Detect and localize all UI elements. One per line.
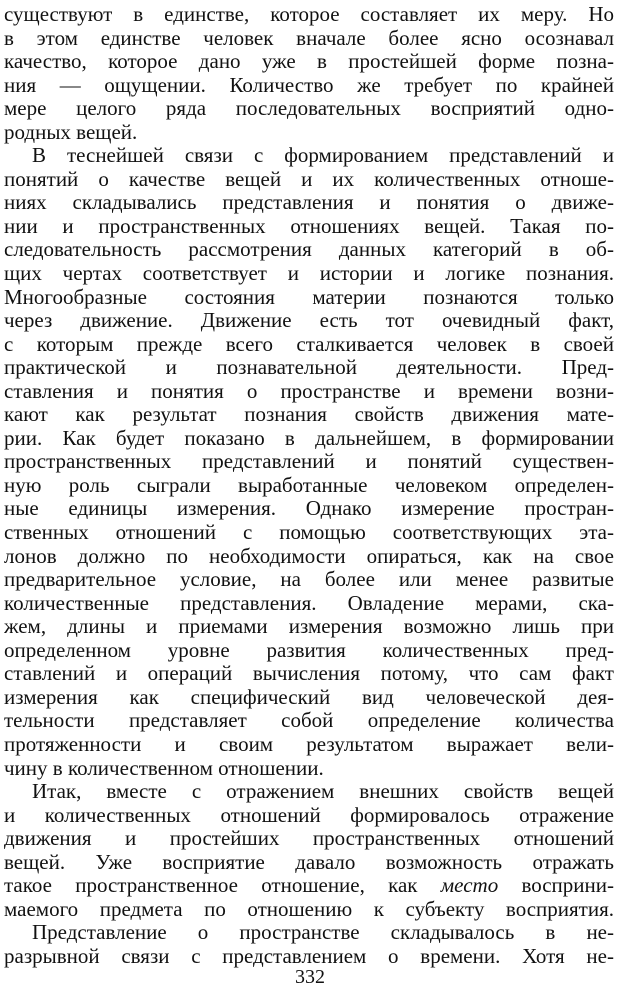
emphasized-word: место xyxy=(440,874,499,898)
text-line: существуют в единстве, которое составляет их меру. Но xyxy=(4,3,614,26)
text-line: ставлений и операций вычисления потому, что сам факт xyxy=(4,662,614,686)
text-line: Многообразные состояния материи познаются только xyxy=(4,285,614,309)
text-line: измерения как специфический вид человеческой дея- xyxy=(4,685,614,709)
text-line: кают как результат познания свойств движения мате- xyxy=(4,403,614,427)
text-line: жем, длины и приемами измерения возможно лишь при xyxy=(4,615,614,639)
text-line: разрывной связи с представлением о времени. Хотя не- xyxy=(4,944,614,968)
text-line: нии и пространственных отношениях вещей. Такая по- xyxy=(4,214,614,238)
paragraph-start-line: В теснейшей связи с формированием представлений и xyxy=(32,144,614,168)
text-line: вещей. Уже восприятие давало возможность отражать xyxy=(4,850,614,874)
text-line: практической и познавательной деятельности. Пред- xyxy=(4,356,614,380)
text-line: количественные представления. Овладение мерами, ска- xyxy=(4,591,614,615)
text-line: ния — ощущении. Количество же требует по крайней xyxy=(4,73,614,97)
text-line: маемого предмета по отношению к субъекту восприятия. xyxy=(4,897,614,921)
text-line: предварительное условие, на более или менее развитые xyxy=(4,568,614,592)
text-line: мере целого ряда последовательных восприятий одно- xyxy=(4,97,614,121)
text-line: ные единицы измерения. Однако измерение простран- xyxy=(4,497,614,521)
text-line: качество, которое дано уже в простейшей форме позна- xyxy=(4,50,614,74)
paragraph-start-line: Итак, вместе с отражением внешних свойств вещей xyxy=(32,780,614,804)
text-line: чину в количественном отношении. xyxy=(4,756,324,780)
paragraph-start-line: Представление о пространстве складывалось в не- xyxy=(32,921,614,945)
text-line: пространственных представлений и понятий существен- xyxy=(4,450,614,474)
text-line xyxy=(4,874,614,898)
text-line: щих чертах соответствует и истории и логике познания. xyxy=(4,262,614,286)
text-line: лонов должно по необходимости опираться, как на свое xyxy=(4,544,614,568)
text-segment: такое пространственное отношение, как xyxy=(4,874,441,898)
text-line: ниях складывались представления и понятия о движе- xyxy=(4,191,614,215)
text-line: и количественных отношений формировалось отражение xyxy=(4,803,614,827)
text-line: в этом единстве человек вначале более ясно осознавал xyxy=(4,26,614,50)
text-line: следовательность рассмотрения данных категорий в об- xyxy=(4,238,614,262)
text-line: родных вещей. xyxy=(4,120,138,144)
text-line: через движение. Движение есть тот очевидный факт, xyxy=(4,309,614,333)
text-line: протяженности и своим результатом выражает вели- xyxy=(4,732,614,756)
body-text xyxy=(4,3,614,968)
text-line: ную роль сыграли выработанные человеком определен- xyxy=(4,473,614,497)
text-line: определенном уровне развития количественных пред- xyxy=(4,638,614,662)
text-line: ставления и понятия о пространстве и времени возни- xyxy=(4,379,614,403)
page-number: 332 xyxy=(295,966,325,988)
text-line: понятий о качестве вещей и их количественных отноше- xyxy=(4,167,614,191)
text-line: движения и простейших пространственных отношений xyxy=(4,827,614,851)
text-line: ственных отношений с помощью соответствующих эта- xyxy=(4,521,614,545)
text-line: рии. Как будет показано в дальнейшем, в формировании xyxy=(4,426,614,450)
text-line: тельности представляет собой определение количества xyxy=(4,709,614,733)
text-segment: восприни- xyxy=(498,874,614,898)
text-line: с которым прежде всего сталкивается человек в своей xyxy=(4,332,614,356)
